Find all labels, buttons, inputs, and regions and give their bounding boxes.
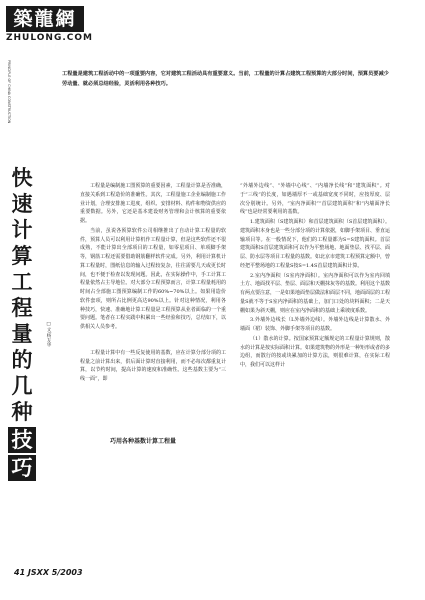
heading-spacer	[80, 333, 226, 349]
vertical-side-caption: PRINCIPLE OF CHINA CONSTRUCTION	[7, 60, 11, 124]
body-paragraph: 2.室内净面积（S室内净面积）。室内净面积可以作为室内回填土方、地面找平层、垫层、面层和天棚抹灰等的基数。利用这个基数有两点要注意，一是如果地面垫层做法和面层不同，地面面层的工程量S就不等于S室内净面积的基础上，加门口处的块料面积；二是天棚如果为斜天棚，则应在室内净面积的基础上乘坡度系数。	[240, 272, 390, 314]
body-paragraph: 1.建筑面积（S建筑面积）和首层建筑面积（S首层建筑面积）。建筑面积本身也是一些分部分项的计算依据，如脚手架项目、垂直运输项目等。在一般情况下，他们的工程量都为S=S建筑面积。首层建筑面积S首层建筑面积可以作为平整场地、地面垫层、找平层、面层、防水层等项目工程量的基数。如北京市建筑工程预算定额中，曾经把平整场地的工程量S按S=1.4S首层建筑面积计算。	[240, 219, 390, 269]
title-char: 快	[11, 166, 33, 190]
body-paragraph: 工程量计算中有一些反复使用的基数，应在计算分部分项的工程量之前计算出来，供后面计算时直接利用，而不必每次都重复计算，以节约时间，提高计算的速度和准确性。这些基数主要为“三线一面”，即	[80, 349, 226, 382]
title-char: 种	[11, 400, 33, 424]
body-paragraph: “外墙外边线”、“外墙中心线”、“内墙净长线”和“建筑面积”。对于“三线”的长度，如遇墙厚不一或基础宽度不同时，应按厚度、层次分别统计。另外，“室内净面积”“首层建筑面积”和“内墙面净长线”也是经常要利用的基数。	[240, 183, 390, 216]
title-char: 速	[11, 192, 33, 216]
title-char: 计	[11, 218, 33, 242]
body-paragraph: 当前，虽说各预算软件公司相继推出了自动计算工程量的软件，预算人员可以利用计算机作工程量计算，但是这些软件还不很成熟，不能计算出全部项目的工程量，如零星项目、单项脚手架等，钢筋工程还需要借助钢筋翻样软件完成。另外，利用计算机计算工程量时，图纸信息的输入过程较复杂，往往需要几天或更长时间，也不便于检查以发现问题。因此，在实际操作中，手工计算工程量依然占主导地位。对大部分工程预算而言，计算工程量耗用的时间占全部施工图预算编制工作的60%~70%以上。如果用造价软件套项，则所占比例更高达90%以上。针对这种情况，利用各种技巧，快速、准确地计算工程量是工程预算从业者面临的一个重要问题。笔者在工程实践中积累出一些经验和技巧，总结如下，以供相关人员参考。	[80, 227, 226, 330]
title-char: 几	[11, 374, 33, 398]
body-paragraph: 工程量是编制施工图预算的重要因素，工程量计算是否准确，直接关系到工程造价的准确性。其次，工程量施工企业编制施工作业计划，合理安排施工进度，组织、安排材料、构件和物资供应的重要数据。另外，它还是基本建设财务管理和会计核算的重要依据。	[80, 183, 226, 224]
title-char: 巧	[8, 455, 36, 481]
title-char: 量	[11, 322, 33, 346]
section-heading: 巧用各种基数计算工程量	[110, 438, 177, 445]
author-byline: □文/杨友华	[46, 322, 51, 347]
article-title	[8, 165, 36, 480]
logo-chinese: 築龍網	[6, 6, 84, 32]
site-logo	[6, 6, 93, 44]
title-char: 工	[11, 270, 33, 294]
title-char: 程	[11, 296, 33, 320]
page-footer: 41 JSXX 5/2003	[14, 568, 83, 577]
body-column-left	[80, 182, 226, 517]
article-abstract: 工程量是建筑工程活动中的一项重要内容，它对建筑工程活动具有重要意义。当前，工程量的计算占建筑工程预算的大部分时间，预算员要减少劳动量、就必须总结经验，灵活利用各种技巧。	[62, 71, 389, 87]
body-column-right	[240, 182, 390, 522]
body-paragraph: 3.外墙外边线长（L外墙外边线）。外墙外边线是计算散水、外墙面（裙）装饰、外脚手架等项目的基数。	[240, 317, 390, 332]
body-paragraph: （1）散水的计算。按国家预算定额规定的工程量计算规则，散水的计算是按实际面积计算。如果建筑物的外形是一种矩形或者的多边组，而散行的按或块累加的计算方法，则很难计算，在实际工程中，我们可以这样计	[240, 335, 390, 368]
title-char: 技	[8, 427, 36, 453]
logo-english: ZHULONG.COM	[6, 33, 93, 43]
title-char: 算	[11, 244, 33, 268]
title-char: 的	[11, 348, 33, 372]
